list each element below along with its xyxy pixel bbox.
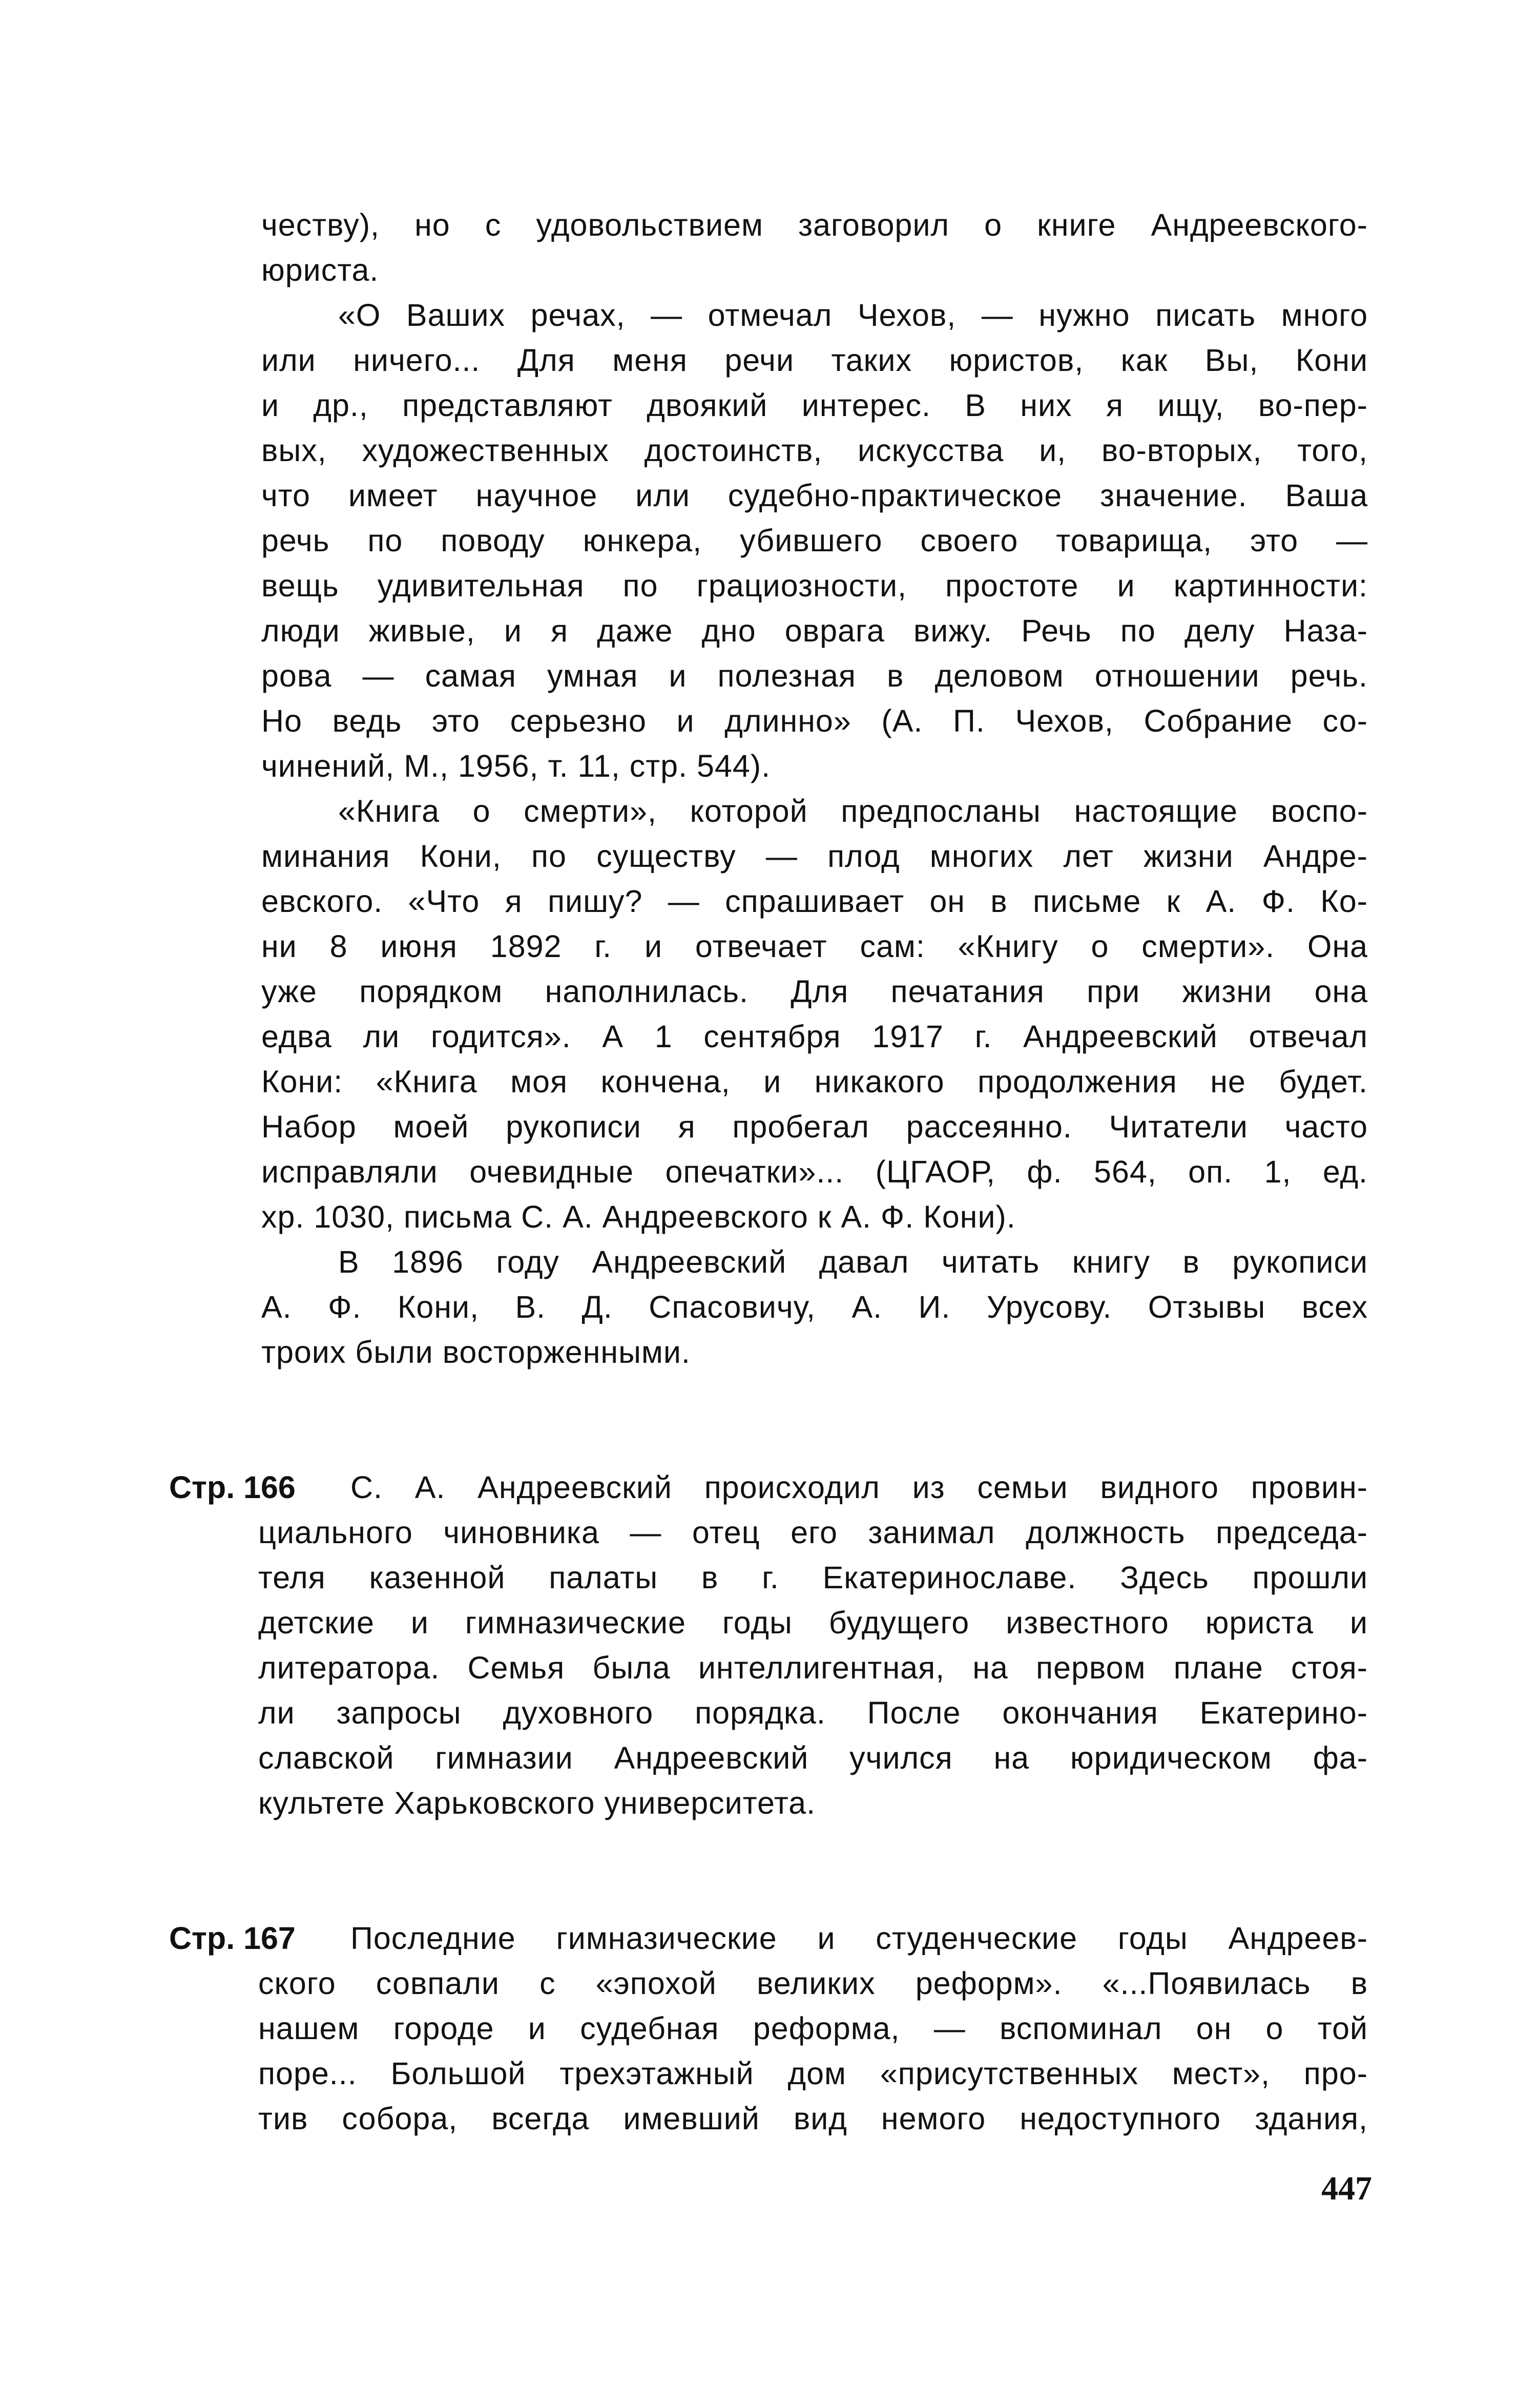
text-line: и др., представляют двоякий интерес. В них я ищу, во-пер- [261, 388, 1368, 423]
paragraph-2 [261, 293, 1368, 788]
text-line: уже порядком наполнилась. Для печатания при жизни она [261, 974, 1368, 1009]
text-line: В 1896 году Андреевский давал читать книгу в рукописи [338, 1244, 1368, 1279]
text-line: детские и гимназические годы будущего известного юриста и [258, 1605, 1368, 1640]
text-line: тив собора, всегда имевший вид немого недоступного здания, [258, 2101, 1368, 2136]
text-line: люди живые, и я даже дно оврага вижу. Речь по делу Наза- [261, 613, 1368, 648]
text-line: нашем городе и судебная реформа, — вспоминал он о той [258, 2011, 1368, 2046]
text-line: минания Кони, по существу — плод многих лет жизни Андре- [261, 839, 1368, 874]
text-line: евского. «Что я пишу? — спрашивает он в письме к А. Ф. Ко- [261, 884, 1368, 919]
text-line: циального чиновника — отец его занимал должность председа- [258, 1515, 1368, 1550]
note-body [258, 1916, 1368, 2141]
text-line: вых, художественных достоинств, искусства и, во-вторых, того, [261, 433, 1368, 468]
text-line: Набор моей рукописи я пробегал рассеянно. Читатели часто [261, 1109, 1368, 1144]
paragraph-3 [261, 788, 1368, 1239]
text-line: ли запросы духовного порядка. После окончания Екатерино- [258, 1695, 1368, 1730]
text-line: что имеет научное или судебно-практическое значение. Ваша [261, 478, 1368, 513]
text-line: А. Ф. Кони, В. Д. Спасовичу, А. И. Урусову. Отзывы всех [261, 1290, 1368, 1324]
text-line: «Книга о смерти», которой предпосланы настоящие воспо- [338, 794, 1368, 828]
text-line: рова — самая умная и полезная в деловом отношении речь. [261, 658, 1368, 693]
text-line: поре... Большой трехэтажный дом «присутственных мест», про- [258, 2056, 1368, 2091]
text-line: или ничего... Для меня речи таких юристов, как Вы, Кони [261, 343, 1368, 378]
text-line: речь по поводу юнкера, убившего своего товарища, это — [261, 523, 1368, 558]
text-line: троих были восторженными. [261, 1335, 691, 1369]
text-line: честву), но с удовольствием заговорил о книге Андреевского- [261, 207, 1368, 242]
text-line: чинений, М., 1956, т. 11, стр. 544). [261, 749, 771, 783]
text-line: вещь удивительная по грациозности, простоте и картинности: [261, 568, 1368, 603]
text-line: хр. 1030, письма С. А. Андреевского к А. Ф. Кони). [261, 1199, 1016, 1234]
text-line: Кони: «Книга моя кончена, и никакого продолжения не будет. [261, 1064, 1368, 1099]
text-line: юриста. [261, 253, 379, 287]
paragraph-1 [261, 202, 1368, 293]
text-line: культете Харьковского университета. [258, 1786, 816, 1820]
text-line: «О Ваших речах, — отмечал Чехов, — нужно писать много [338, 298, 1368, 333]
text-line: ского совпали с «эпохой великих реформ». «...Появилась в [258, 1966, 1368, 2001]
text-line: ни 8 июня 1892 г. и отвечает сам: «Книгу о смерти». Она [261, 929, 1368, 964]
text-line: исправляли очевидные опечатки»... (ЦГАОР, ф. 564, оп. 1, ед. [261, 1154, 1368, 1189]
note-body [258, 1465, 1368, 1825]
text-line: славской гимназии Андреевский учился на юридическом фа- [258, 1740, 1368, 1775]
text-line: теля казенной палаты в г. Екатеринославе. Здесь прошли [258, 1560, 1368, 1595]
note-page-reference: Стр. 167 [169, 1921, 296, 1956]
text-line: едва ли годится». А 1 сентября 1917 г. Андреевский отвечал [261, 1019, 1368, 1054]
paragraph-4 [261, 1239, 1368, 1375]
note-page-reference: Стр. 166 [169, 1470, 296, 1505]
page-number: 447 [1321, 2170, 1372, 2207]
text-line: С. А. Андреевский происходил из семьи видного провин- [350, 1470, 1368, 1505]
text-line: литератора. Семья была интеллигентная, на первом плане стоя- [258, 1650, 1368, 1685]
text-line: Но ведь это серьезно и длинно» (А. П. Чехов, Собрание со- [261, 703, 1368, 738]
text-line: Последние гимназические и студенческие годы Андреев- [350, 1921, 1368, 1956]
